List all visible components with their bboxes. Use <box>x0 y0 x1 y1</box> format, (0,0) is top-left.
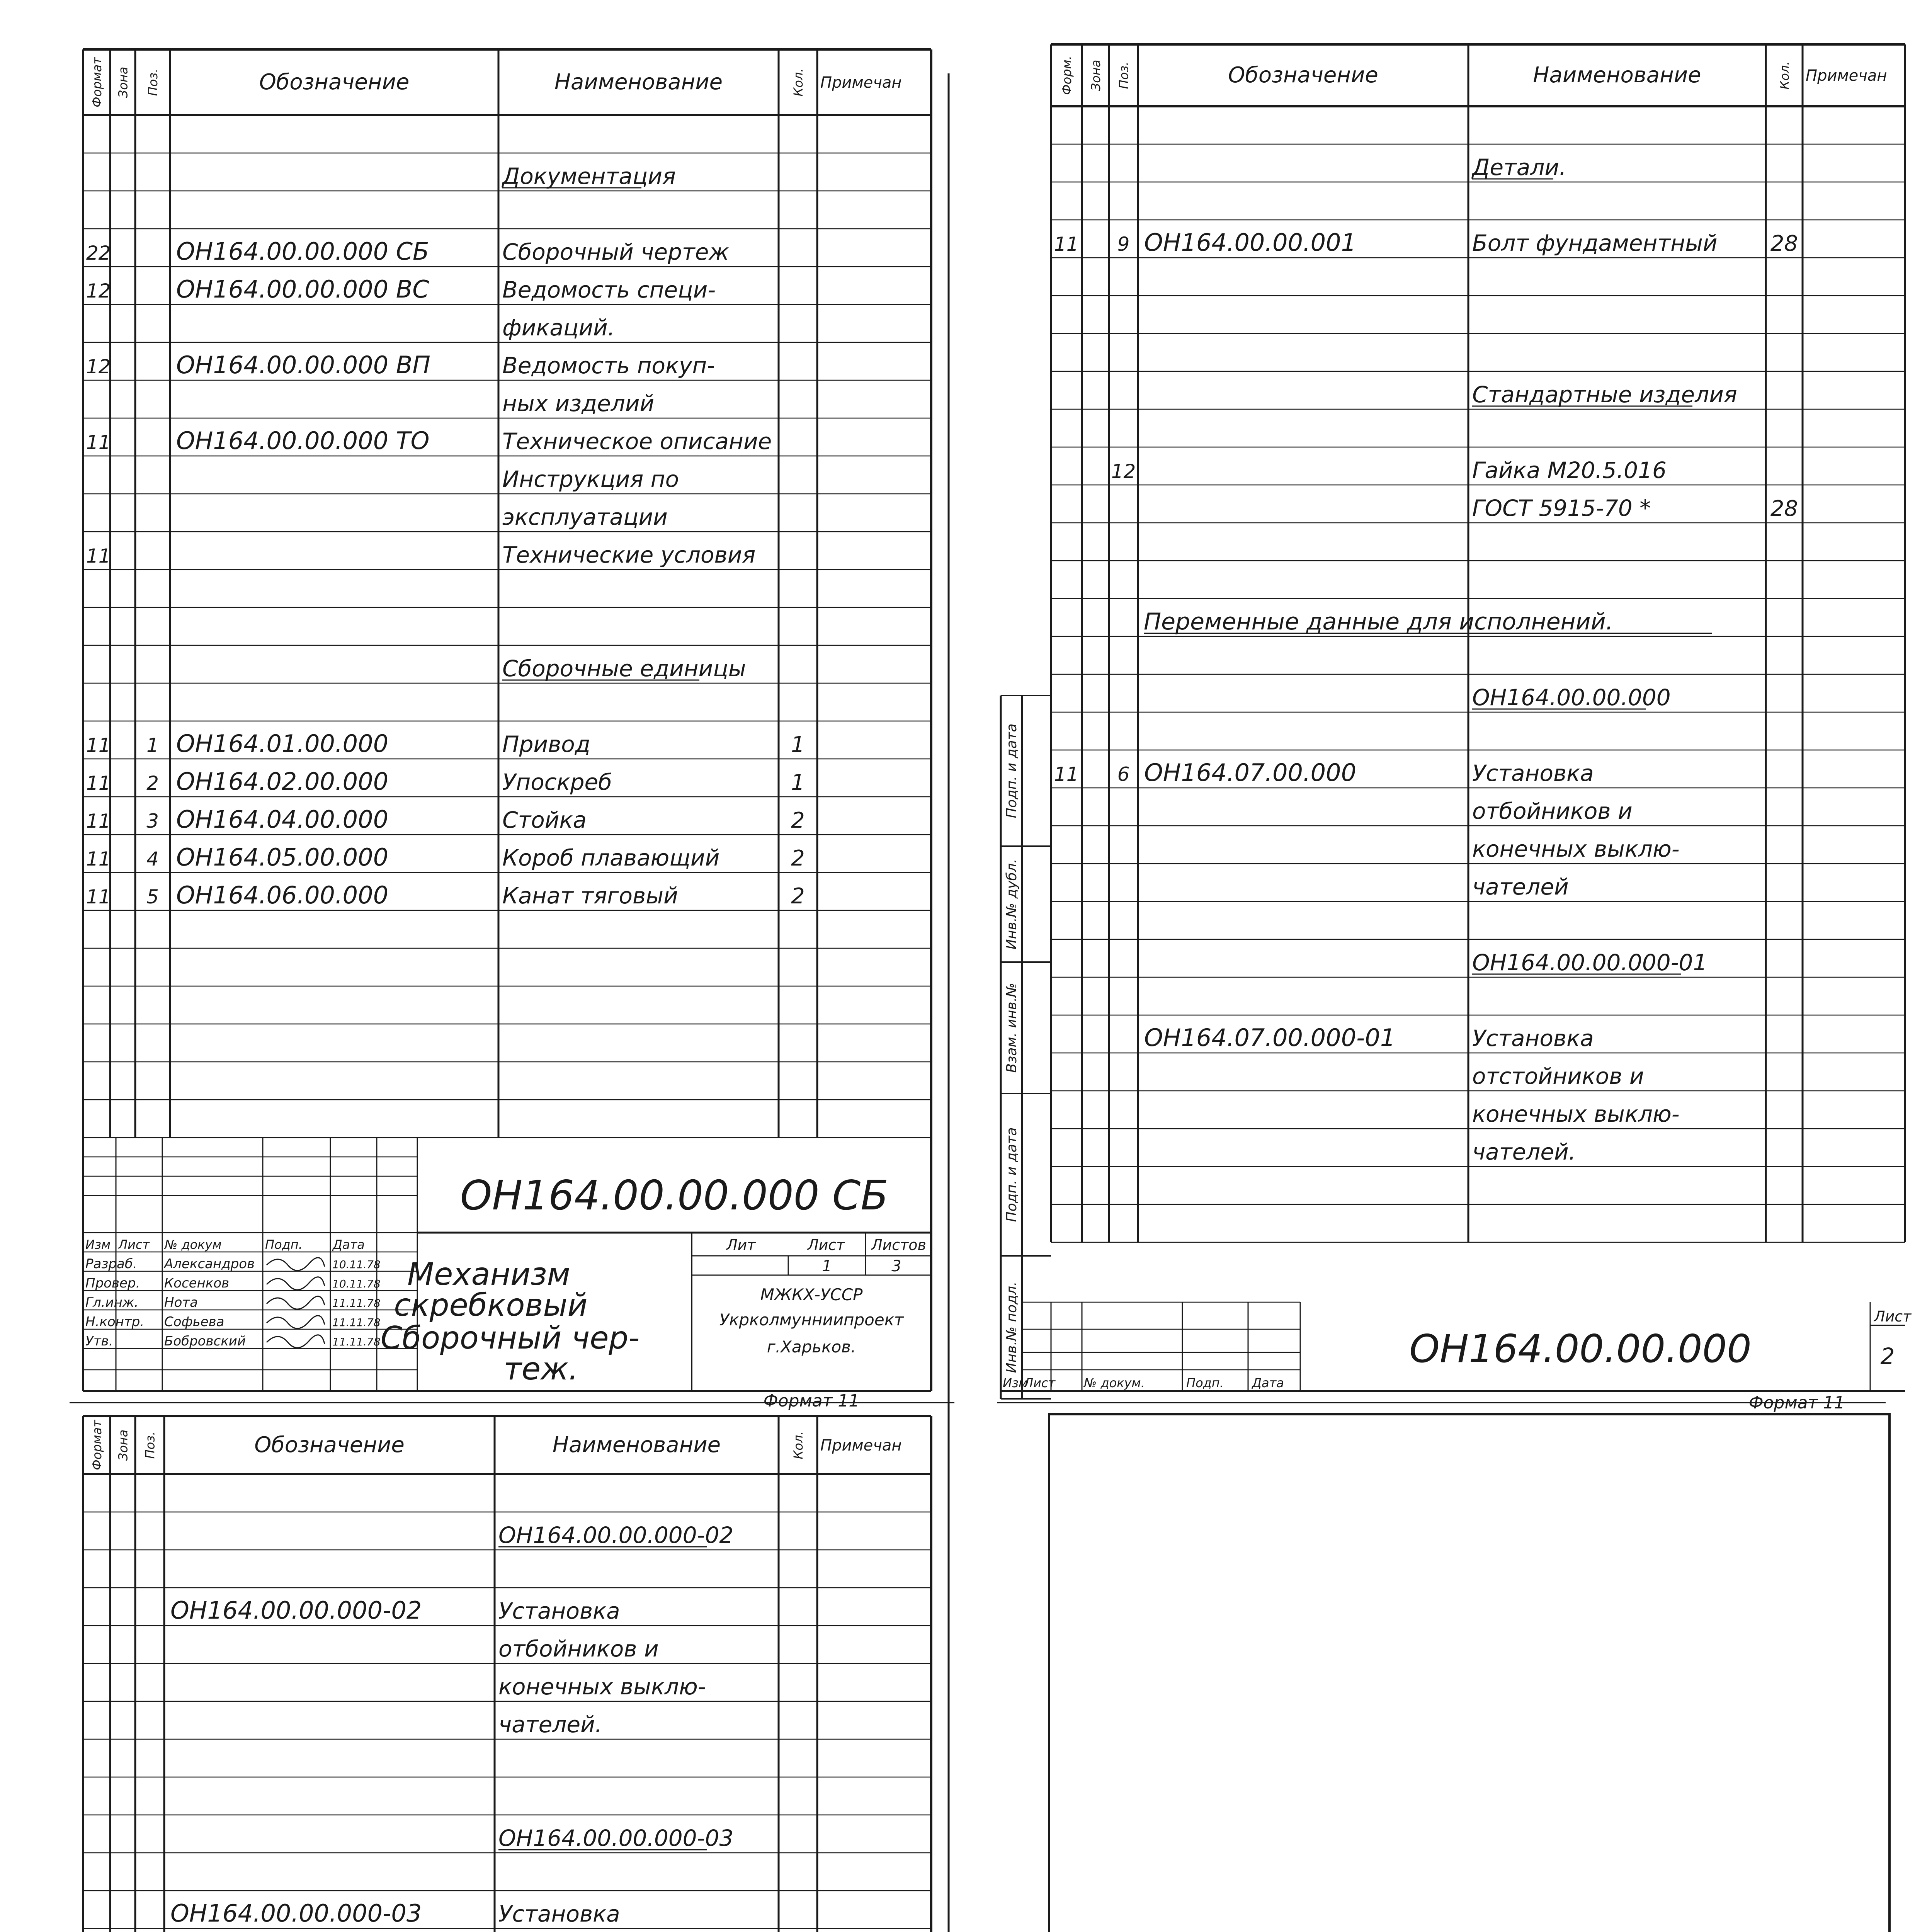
label-list: Лист <box>118 1237 150 1252</box>
header-pos: Поз. <box>143 1431 158 1459</box>
cell-name: Привод <box>502 731 590 757</box>
sheets-label: Листов <box>871 1236 926 1253</box>
cell-name: конечных выклю- <box>498 1673 706 1700</box>
cell-quantity: 28 <box>1770 231 1798 256</box>
header-zone: Зона <box>116 1429 131 1461</box>
title-line-3: Сборочный чер- <box>380 1320 640 1356</box>
title-line-4: теж. <box>503 1351 578 1387</box>
cell-format: 11 <box>86 545 111 567</box>
cell-designation: ОН164.07.00.000-01 <box>1144 1024 1396 1052</box>
cell-position: 5 <box>146 886 159 908</box>
cell-name: конечных выклю- <box>1472 836 1680 862</box>
cell-format: 11 <box>86 734 111 757</box>
cell-name: Установка <box>498 1901 620 1927</box>
cell-name: Установка <box>1472 760 1594 786</box>
cell-format: 11 <box>1054 233 1079 255</box>
cell-designation: ОН164.06.00.000 <box>176 881 389 909</box>
cell-name: чателей <box>1472 874 1569 900</box>
cell-name: Сборочный чертеж <box>502 239 729 265</box>
cell-name: Короб плавающий <box>502 845 720 871</box>
cell-quantity: 1 <box>791 732 805 757</box>
cell-name: фикаций. <box>502 315 615 341</box>
cell-quantity: 1 <box>791 770 805 795</box>
cell-format: 11 <box>86 810 111 832</box>
section-heading: ОН164.00.00.000 <box>1472 684 1671 711</box>
cell-designation: ОН164.00.00.000 ВС <box>176 275 429 303</box>
cell-format: 12 <box>86 355 111 378</box>
cell-name: Ведомость покуп- <box>502 352 715 379</box>
cell-position: 1 <box>146 734 159 757</box>
organization-line-3: г.Харьков. <box>767 1337 856 1356</box>
label-izm: Изм <box>85 1237 111 1252</box>
document-number: ОН164.00.00.000 СБ <box>460 1172 889 1219</box>
cell-designation: ОН164.07.00.000 <box>1144 759 1357 787</box>
header-name: Наименование <box>1533 63 1701 88</box>
side-strip-label: Взам. инв.№ <box>1004 983 1020 1073</box>
role-date: 10.11.78 <box>332 1277 381 1290</box>
role-date: 10.11.78 <box>332 1258 381 1271</box>
cell-designation: ОН164.00.00.000-02 <box>170 1596 422 1624</box>
sheets-value: 3 <box>891 1257 901 1275</box>
section-heading: Детали. <box>1472 154 1566 180</box>
cell-position: 12 <box>1111 460 1136 483</box>
cell-name: Инструкция по <box>502 466 679 492</box>
header-note: Примечан <box>820 1437 902 1454</box>
header-qty: Кол. <box>791 68 806 97</box>
cell-format: 11 <box>86 772 111 794</box>
role-name: Александров <box>164 1256 255 1272</box>
header-format: Формат <box>90 1420 104 1470</box>
cell-designation: ОН164.01.00.000 <box>176 730 389 758</box>
role-label: Гл.инж. <box>85 1295 139 1310</box>
header-format: Форм. <box>1060 56 1074 95</box>
header-designation: Обозначение <box>259 70 410 95</box>
cell-name: Стойка <box>502 807 587 833</box>
cell-position: 3 <box>146 810 159 832</box>
role-label: Н.контр. <box>85 1314 145 1330</box>
label-podp: Подп. <box>1186 1376 1224 1390</box>
cell-format: 11 <box>1054 763 1079 786</box>
label-ndoc: № докум. <box>1084 1376 1145 1390</box>
header-format: Формат <box>90 57 104 107</box>
cell-name: Технические условия <box>502 542 756 568</box>
cell-name: Канат тяговый <box>502 883 678 909</box>
cell-name: чателей. <box>1472 1139 1576 1165</box>
cell-quantity: 2 <box>791 884 805 909</box>
cell-name: Гайка М20.5.016 <box>1472 457 1667 483</box>
cell-name: отбойников и <box>1472 798 1633 824</box>
role-name: Бобровский <box>164 1333 246 1349</box>
cell-name: Болт фундаментный <box>1472 230 1718 256</box>
cell-designation: ОН164.02.00.000 <box>176 767 389 796</box>
role-date: 11.11.78 <box>332 1335 381 1348</box>
cell-designation: ОН164.00.00.000 ТО <box>176 427 430 455</box>
sheet-number: 2 <box>1880 1343 1895 1369</box>
organization-line-2: Укрколмунниипроект <box>719 1310 904 1329</box>
header-pos: Поз. <box>1116 61 1131 89</box>
label-list: Лист <box>1024 1376 1056 1390</box>
cell-designation: ОН164.04.00.000 <box>176 805 389 833</box>
header-note: Примечан <box>1806 67 1887 85</box>
side-strip-label: Инв.№ дубл. <box>1004 859 1020 950</box>
cell-position: 4 <box>146 848 159 870</box>
cell-name: Упоскреб <box>502 769 612 795</box>
cell-format: 11 <box>86 431 111 454</box>
role-date: 11.11.78 <box>332 1297 381 1310</box>
label-podp: Подп. <box>265 1237 303 1252</box>
header-zone: Зона <box>1088 60 1103 91</box>
cell-format: 12 <box>86 280 111 302</box>
cell-designation: ОН164.00.00.000-03 <box>170 1899 422 1927</box>
role-label: Провер. <box>85 1276 140 1291</box>
sheet-label: Лист <box>1874 1308 1912 1325</box>
cell-position: 6 <box>1117 763 1130 786</box>
label-izm: Изм <box>1003 1376 1028 1390</box>
cell-name: отстойников и <box>1472 1063 1644 1089</box>
cell-quantity: 2 <box>791 846 805 871</box>
role-name: Косенков <box>164 1276 230 1291</box>
section-heading: ОН164.00.00.000-01 <box>1472 949 1708 976</box>
cell-quantity: 2 <box>791 808 805 833</box>
cell-designation: ОН164.00.00.000 СБ <box>176 237 429 265</box>
side-strip-label: Инв.№ подл. <box>1004 1281 1020 1373</box>
sheet-label: Лист <box>808 1236 845 1253</box>
cell-name: Установка <box>498 1598 620 1624</box>
organization-line-1: МЖКХ-УССР <box>760 1285 863 1304</box>
role-label: Утв. <box>85 1333 113 1349</box>
label-data: Дата <box>333 1237 365 1252</box>
format-label: Формат 11 <box>1748 1393 1845 1413</box>
header-designation: Обозначение <box>1228 63 1378 88</box>
cell-format: 22 <box>86 242 111 264</box>
role-name: Нота <box>164 1295 198 1310</box>
header-note: Примечан <box>820 74 902 92</box>
title-line-2: скребковый <box>394 1287 588 1323</box>
header-name: Наименование <box>554 70 723 95</box>
side-strip-label: Подп. и дата <box>1004 1127 1020 1222</box>
cell-designation: ОН164.00.00.001 <box>1144 228 1357 257</box>
cell-name: эксплуатации <box>502 504 668 530</box>
role-date: 11.11.78 <box>332 1316 381 1329</box>
role-name: Софьева <box>164 1314 224 1330</box>
cell-name: конечных выклю- <box>1472 1101 1680 1127</box>
variant-data-heading: Переменные данные для исполнений. <box>1144 608 1613 635</box>
header-zone: Зона <box>116 66 131 98</box>
side-strip-label: Подп. и дата <box>1004 723 1020 818</box>
cell-name: ных изделий <box>502 390 655 417</box>
role-label: Разраб. <box>85 1256 137 1272</box>
section-heading: Документация <box>502 163 676 189</box>
cell-format: 11 <box>86 848 111 870</box>
cell-name: ГОСТ 5915-70 * <box>1472 495 1651 521</box>
cell-name: Установка <box>1472 1025 1594 1051</box>
format-label: Формат 11 <box>763 1391 860 1411</box>
cell-name: чателей. <box>498 1711 602 1738</box>
cell-format: 11 <box>86 886 111 908</box>
section-heading: ОН164.00.00.000-02 <box>498 1522 734 1548</box>
document-number: ОН164.00.00.000 <box>1409 1326 1752 1371</box>
header-qty: Кол. <box>1777 61 1792 90</box>
cell-name: Техническое описание <box>502 428 772 454</box>
cell-designation: ОН164.00.00.000 ВП <box>176 351 430 379</box>
section-heading: Сборочные единицы <box>502 655 746 682</box>
section-heading: Стандартные изделия <box>1472 381 1737 408</box>
lit-label: Лит <box>726 1236 756 1253</box>
cell-quantity: 28 <box>1770 496 1798 521</box>
header-qty: Кол. <box>791 1431 806 1459</box>
header-pos: Поз. <box>146 68 160 96</box>
header-designation: Обозначение <box>254 1432 405 1458</box>
sheet-value: 1 <box>822 1257 832 1275</box>
label-data: Дата <box>1252 1376 1284 1390</box>
cell-designation: ОН164.05.00.000 <box>176 843 389 871</box>
header-name: Наименование <box>552 1432 721 1458</box>
section-heading: ОН164.00.00.000-03 <box>498 1825 734 1851</box>
cell-position: 9 <box>1117 233 1130 255</box>
cell-position: 2 <box>146 772 159 794</box>
cell-name: отбойников и <box>498 1636 659 1662</box>
title-line-1: Механизм <box>407 1256 570 1292</box>
label-ndoc: № докум <box>165 1237 222 1252</box>
cell-name: Ведомость специ- <box>502 277 716 303</box>
